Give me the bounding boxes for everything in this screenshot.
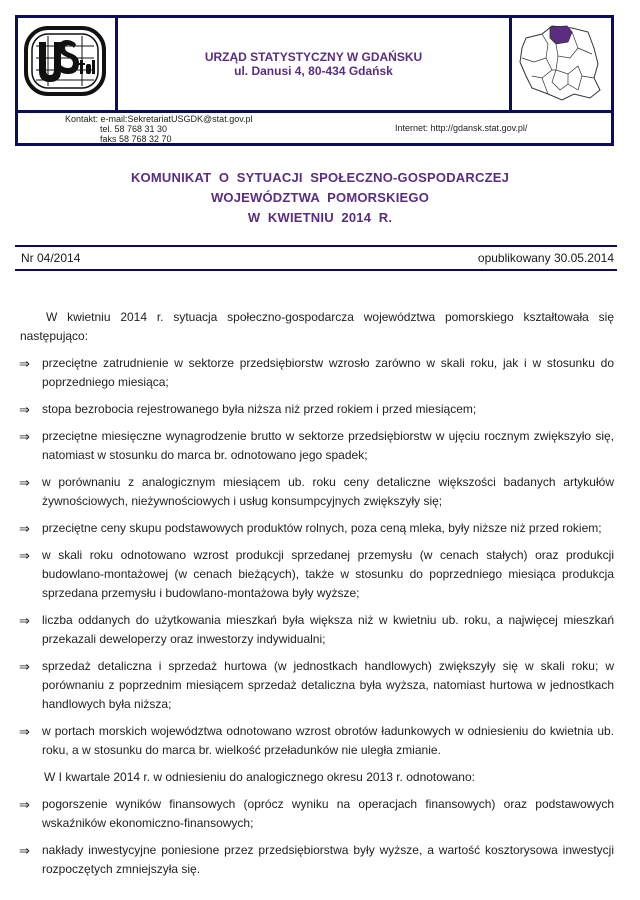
office-name: URZĄD STATYSTYCZNY W GDAŃSKU: [204, 50, 423, 64]
bullet-item: [20, 473, 614, 511]
report-title-line: W KWIETNIU 2014 R.: [247, 210, 393, 225]
arrow-bullet-icon: ⇒: [19, 724, 30, 739]
monthly-bullet-list: [20, 354, 614, 760]
arrow-bullet-icon: ⇒: [19, 402, 30, 417]
contact-fax: faks 58 768 32 70: [100, 134, 172, 144]
arrow-bullet-icon: ⇒: [19, 659, 30, 674]
arrow-bullet-icon: ⇒: [19, 613, 30, 628]
arrow-bullet-icon: ⇒: [19, 356, 30, 371]
office-address: ul. Danusi 4, 80-434 Gdańsk: [234, 64, 393, 78]
bullet-item: [20, 354, 614, 392]
bullet-text: przeciętne ceny skupu podstawowych produktów rolnych, poza ceną mleka, były niższe niż przed rokiem;: [42, 521, 602, 535]
report-title-line: WOJEWÓDZTWA POMORSKIEGO: [210, 190, 430, 205]
bullet-item: [20, 546, 614, 603]
contact-row: [18, 110, 611, 143]
contact-email: Kontakt: e-mail:SekretariatUSGDK@stat.gov.pl: [65, 114, 253, 124]
quarter-intro: W I kwartale 2014 r. w odniesieniu do analogicznego okresu 2013 r. odnotowano:: [44, 770, 475, 784]
bullet-text: w skali roku odnotowano wzrost produkcji sprzedanej przemysłu (w cenach stałych) oraz produkcji budowlano-montażowej (w cenach bieżących), także w stosunku do poprzedniego miesiąca produkcja sprzedana przemysłu i budowlano-montażowa były wyższe;: [42, 548, 614, 600]
arrow-bullet-icon: ⇒: [19, 797, 30, 812]
bullet-text: liczba oddanych do użytkowania mieszkań była większa niż w kwietniu ub. roku, a najwięcej mieszkań przekazali deweloperzy oraz inwestorzy indywidualni;: [42, 613, 614, 646]
report-title-line: KOMUNIKAT O SYTUACJI SPOŁECZNO-GOSPODARCZEJ: [130, 170, 510, 185]
poland-map-icon: [512, 18, 608, 104]
intro-paragraph: W kwietniu 2014 r. sytuacja społeczno-gospodarcza województwa pomorskiego kształtowała się następująco:: [20, 310, 614, 343]
contact-phone: tel. 58 768 31 30: [100, 124, 168, 134]
bullet-text: przeciętne zatrudnienie w sektorze przedsiębiorstw wzrosło zarówno w skali roku, jak i w stosunku do poprzedniego miesiąca;: [42, 356, 614, 389]
map-cell: [509, 18, 611, 110]
bullet-text: sprzedaż detaliczna i sprzedaż hurtowa (w jednostkach handlowych) zwiększyły się w skali roku; w porównaniu z poprzednim miesiącem sprzedaż detaliczna była wyższa, natomiast hurtowa w jednostkach handlowych była niższa;: [42, 659, 614, 711]
bullet-item: [20, 400, 614, 419]
letterhead: [15, 15, 614, 146]
document-body: [20, 308, 614, 887]
bullet-item: [20, 657, 614, 714]
bullet-item: [20, 722, 614, 760]
report-title: [0, 168, 640, 228]
contact-block: [65, 114, 365, 144]
arrow-bullet-icon: ⇒: [19, 429, 30, 444]
quarterly-bullet-list: [20, 795, 614, 879]
contact-internet: Internet: http://gdansk.stat.gov.pl/: [395, 123, 528, 133]
bottom-divider: [15, 269, 617, 271]
bullet-item: [20, 795, 614, 833]
arrow-bullet-icon: ⇒: [19, 843, 30, 858]
bullet-item: [20, 519, 614, 538]
bullet-text: w porównaniu z analogicznym miesiącem ub. roku ceny detaliczne większości badanych artykułów żywnościowych, nieżywnościowych i usług konsumpcyjnych zwiększyły się;: [42, 475, 614, 508]
bullet-text: nakłady inwestycyjne poniesione przez przedsiębiorstwa były wyższe, a wartość kosztorysowa inwestycji rozpoczętych zmniejszyła się.: [42, 843, 614, 876]
office-title-cell: [118, 18, 509, 110]
publication-date: opublikowany 30.05.2014: [477, 251, 614, 265]
meta-row: [21, 250, 614, 266]
bullet-text: stopa bezrobocia rejestrowanego była niższa niż przed rokiem i przed miesiącem;: [42, 402, 477, 416]
arrow-bullet-icon: ⇒: [19, 548, 30, 563]
bullet-text: przeciętne miesięczne wynagrodzenie brutto w sektorze przedsiębiorstw w ujęciu rocznym zwiększyło się, natomiast w stosunku do marca br. odnotowano jego spadek;: [42, 429, 614, 462]
bullet-text: w portach morskich województwa odnotowano wzrost obrotów ładunkowych w odniesieniu do kwietnia ub. roku, a w stosunku do marca br. wielkość przeładunków nie uległa zmianie.: [42, 724, 614, 757]
arrow-bullet-icon: ⇒: [19, 475, 30, 490]
issue-number: Nr 04/2014: [21, 251, 81, 265]
bullet-item: [20, 841, 614, 879]
bullet-item: [20, 611, 614, 649]
logo-cell: [18, 18, 118, 110]
bullet-text: pogorszenie wyników finansowych (oprócz wyniku na operacjach finansowych) oraz podstawowych wskaźników ekonomiczno-finansowych;: [42, 797, 614, 830]
top-divider: [15, 245, 617, 247]
arrow-bullet-icon: ⇒: [19, 521, 30, 536]
bullet-item: [20, 427, 614, 465]
ustat-logo: [18, 18, 112, 104]
